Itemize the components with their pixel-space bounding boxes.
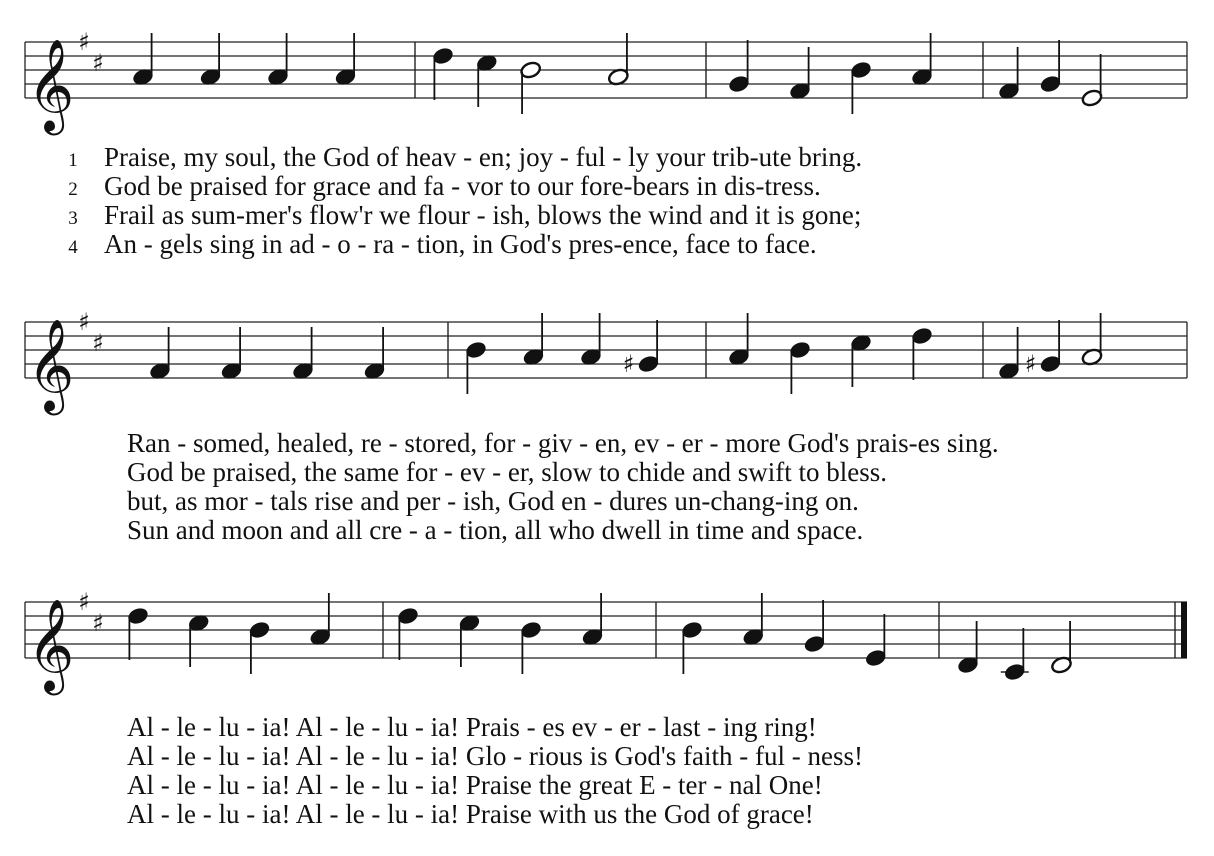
quarter-note [742, 593, 765, 647]
quarter-note [132, 33, 155, 87]
lyric-line-s2-v4: Sun and moon and all cre - a - tion, all who dwell in time and space. [127, 515, 864, 545]
sharp-accidental-icon: ♯ [1024, 350, 1037, 378]
quarter-note [998, 327, 1021, 381]
quarter-note [432, 46, 455, 100]
quarter-note [998, 47, 1021, 101]
quarter-note [127, 606, 150, 660]
lyric-line-s3-v3: Al - le - lu - ia! Al - le - lu - ia! Praise the great E - ter - nal One! [127, 770, 823, 800]
stanza-number-3: 3 [68, 208, 78, 229]
quarter-note [267, 33, 290, 87]
quarter-note [465, 340, 488, 394]
staff-system-1 [25, 28, 1187, 135]
quarter-note [864, 614, 887, 668]
quarter-note [1001, 628, 1029, 682]
quarter-note [476, 53, 499, 107]
quarter-note [728, 313, 751, 367]
lyric-line-s1-v4: An - gels sing in ad - o - ra - tion, in God's pres-ence, face to face. [104, 229, 817, 259]
treble-clef-icon: 𝄞 [27, 318, 75, 411]
half-note [1050, 621, 1073, 675]
quarter-note [1025, 320, 1062, 378]
quarter-note [334, 33, 357, 87]
quarter-note [292, 327, 315, 381]
lyric-line-s1-v1: Praise, my soul, the God of heav - en; joy - ful - ly your trib-ute bring. [104, 142, 863, 172]
stanza-number-1: 1 [68, 150, 78, 171]
quarter-note [803, 600, 826, 654]
half-note [1081, 54, 1104, 108]
stanza-number-4: 4 [68, 237, 78, 258]
quarter-note [520, 620, 543, 674]
quarter-note [911, 33, 934, 87]
staff-system-2 [25, 308, 1187, 415]
key-signature-sharp-icon: ♯ [92, 49, 104, 77]
quarter-note [728, 40, 751, 94]
quarter-note [397, 606, 420, 660]
quarter-note [1039, 40, 1062, 94]
lyric-line-s3-v2: Al - le - lu - ia! Al - le - lu - ia! Glo - rious is God's faith - ful - ness! [127, 741, 863, 771]
quarter-note [199, 33, 222, 87]
quarter-note [522, 313, 545, 367]
quarter-note [623, 320, 660, 378]
quarter-note [789, 340, 812, 394]
treble-clef-icon: 𝄞 [27, 598, 75, 691]
quarter-note [957, 621, 980, 675]
quarter-note [850, 60, 873, 114]
staff-system-3 [25, 588, 1187, 695]
key-signature-sharp-icon: ♯ [78, 588, 90, 616]
key-signature-sharp-icon: ♯ [92, 329, 104, 357]
lyric-line-s3-v1: Al - le - lu - ia! Al - le - lu - ia! Prais - es ev - er - last - ing ring! [127, 712, 817, 742]
lyric-line-s3-v4: Al - le - lu - ia! Al - le - lu - ia! Praise with us the God of grace! [127, 799, 814, 829]
quarter-note [187, 613, 210, 667]
quarter-note [149, 327, 172, 381]
quarter-note [220, 327, 243, 381]
quarter-note [309, 593, 332, 647]
quarter-note [850, 333, 873, 387]
quarter-note [363, 327, 386, 381]
lyric-line-s2-v2: God be praised, the same for - ev - er, slow to chide and swift to bless. [127, 457, 887, 487]
key-signature-sharp-icon: ♯ [78, 28, 90, 56]
final-barline-thick [1181, 602, 1187, 658]
treble-clef-icon: 𝄞 [27, 38, 75, 131]
sharp-accidental-icon: ♯ [622, 350, 635, 378]
quarter-note [911, 326, 934, 380]
quarter-note [681, 620, 704, 674]
lyric-line-s2-v1: Ran - somed, healed, re - stored, for - giv - en, ev - er - more God's prais-es sing. [127, 428, 999, 458]
lyric-line-s1-v3: Frail as sum-mer's flow'r we flour - ish, blows the wind and it is gone; [104, 200, 862, 230]
quarter-note [581, 593, 604, 647]
lyric-line-s1-v2: God be praised for grace and fa - vor to our fore-bears in dis-tress. [104, 171, 821, 201]
key-signature-sharp-icon: ♯ [78, 308, 90, 336]
key-signature-sharp-icon: ♯ [92, 609, 104, 637]
quarter-note [248, 620, 271, 674]
quarter-note [789, 47, 812, 101]
lyric-line-s2-v3: but, as mor - tals rise and per - ish, God en - dures un-chang-ing on. [127, 486, 859, 516]
quarter-note [458, 613, 481, 667]
half-note [607, 33, 630, 87]
stanza-number-2: 2 [68, 179, 78, 200]
half-note [1081, 313, 1104, 367]
half-note [519, 60, 542, 114]
quarter-note [580, 313, 603, 367]
